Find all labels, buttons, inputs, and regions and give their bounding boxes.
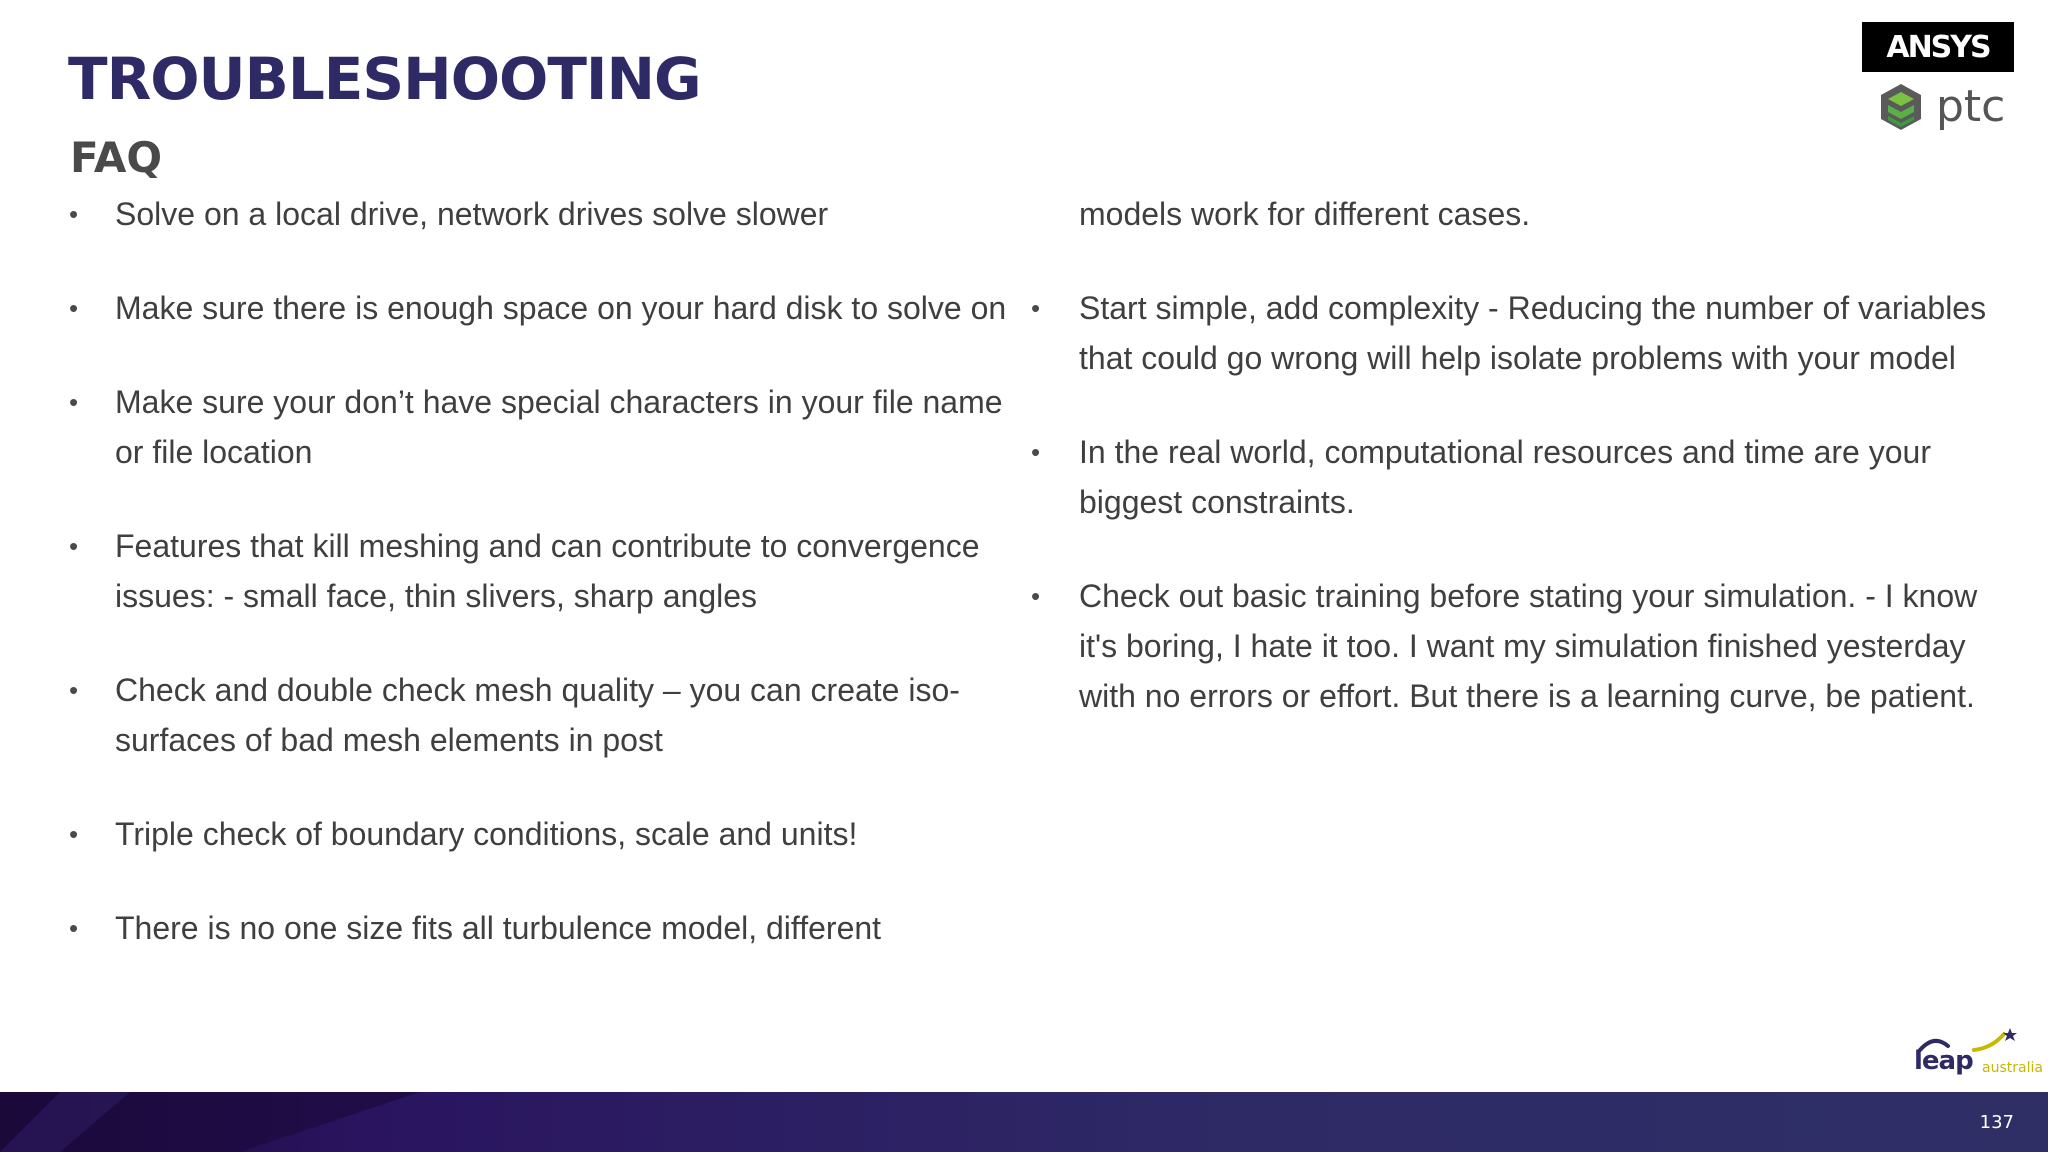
bullet-dot: • [69, 819, 79, 849]
bullet-dot: • [69, 387, 79, 417]
leap-logo-text: leap [1914, 1046, 1973, 1076]
bullet-text: Features that kill meshing and can contribute to convergence issues: - small face, thin slivers, sharp angles [115, 528, 980, 614]
bullet-text: There is no one size fits all turbulence model, different [115, 910, 882, 946]
leap-logo-subtext: australia [1982, 1060, 2043, 1076]
footer-decoration [0, 1092, 2048, 1152]
bullet-continuation [1079, 189, 1999, 239]
bullet-text: Check out basic training before stating your simulation. - I know it's boring, I hate it too. I want my simulation finished yesterday with no errors or effort. But there is a learning curve, be patient. [1079, 578, 1978, 714]
bullet-text: In the real world, computational resources and time are your biggest constraints. [1079, 434, 1931, 520]
slide-subtitle: FAQ [70, 133, 163, 182]
ansys-logo [1862, 22, 2014, 72]
bullet-dot: • [69, 199, 79, 229]
ptc-logo [1878, 80, 2005, 134]
bullet-item [69, 521, 1035, 621]
bullet-dot: • [1031, 581, 1041, 611]
bullet-item [69, 665, 1035, 765]
bullet-item [69, 189, 1035, 239]
bullet-text: Solve on a local drive, network drives solve slower [115, 196, 829, 232]
ptc-logo-text: ptc [1936, 81, 2006, 132]
bullet-item [1031, 571, 1999, 721]
bullet-item [1031, 283, 1999, 383]
bullet-dot: • [1031, 437, 1041, 467]
bullet-item [69, 377, 1035, 477]
bullet-item [69, 903, 1035, 953]
bullet-item [1031, 427, 1999, 527]
ptc-hexagon-icon [1878, 82, 1924, 132]
bullet-text: Triple check of boundary conditions, scale and units! [115, 816, 858, 852]
footer-bar [0, 1092, 2048, 1152]
slide-title: TROUBLESHOOTING [68, 45, 701, 113]
bullet-text: Start simple, add complexity - Reducing the number of variables that could go wrong will help isolate problems with your model [1079, 290, 1987, 376]
bullet-dot: • [69, 675, 79, 705]
bullet-text: Make sure your don’t have special characters in your file name or file location [115, 384, 1003, 470]
bullet-dot: • [69, 293, 79, 323]
bullet-dot: • [1031, 293, 1041, 323]
page-number: 137 [1979, 1112, 2014, 1133]
bullet-item [69, 283, 1035, 333]
bullet-item [69, 809, 1035, 859]
bullet-text: Check and double check mesh quality – you can create iso-surfaces of bad mesh elements in post [115, 672, 960, 758]
bullet-text: Make sure there is enough space on your hard disk to solve on [115, 290, 1007, 326]
left-bullet-list [69, 189, 1035, 997]
bullet-text: models work for different cases. [1079, 196, 1531, 232]
bullet-dot: • [69, 531, 79, 561]
right-bullet-list [1031, 189, 1999, 765]
bullet-dot: • [69, 913, 79, 943]
ansys-logo-text: ANSYS [1886, 29, 1990, 65]
